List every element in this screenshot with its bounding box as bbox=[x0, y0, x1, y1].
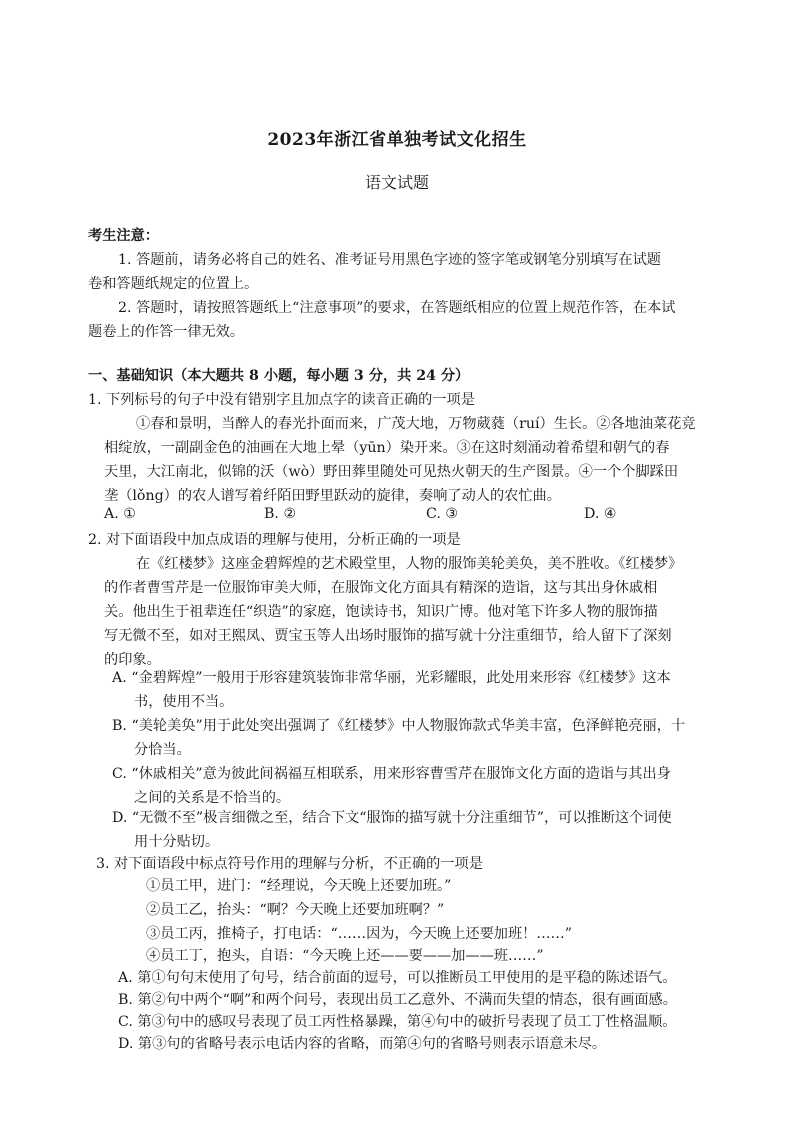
notice-line: 卷和答题纸规定的位置上。 bbox=[88, 276, 259, 292]
q3-passage-line: ②员工乙，抬头：“啊？今天晚上还要加班啊？” bbox=[146, 902, 445, 918]
exam-title: 2023年浙江省单独考试文化招生 bbox=[267, 130, 527, 150]
q3-option-d[interactable]: D. 第③句的省略号表示电话内容的省略，而第④句的省略号则表示语意未尽。 bbox=[118, 1036, 607, 1052]
q2-passage-line: 写无微不至，如对王熙凤、贾宝玉等人出场时服饰的描写就十分注重细节，给人留下了深刻 bbox=[104, 628, 672, 644]
q2-option-a[interactable]: A. “金碧辉煌”一般用于形容建筑装饰非常华丽，光彩耀眼，此处用来形容《红楼梦》这本 bbox=[112, 670, 671, 686]
q3-option-a[interactable]: A. 第①句句末使用了句号，结合前面的逗号，可以推断员工甲使用的是平稳的陈述语气。 bbox=[118, 970, 677, 986]
q1-option-b[interactable]: B. ② bbox=[264, 506, 297, 522]
q1-option-a[interactable]: A. ① bbox=[104, 506, 136, 522]
q2-option-b[interactable]: B. “美轮美奂”用于此处突出强调了《红楼梦》中人物服饰款式华美丰富，色泽鲜艳亮丽，十 bbox=[112, 718, 686, 734]
q3-option-c[interactable]: C. 第③句中的感叹号表现了员工丙性格暴躁，第④句中的破折号表现了员工丁性格温顺。 bbox=[118, 1014, 677, 1030]
q2-option-b-cont: 分恰当。 bbox=[134, 742, 191, 758]
exam-subtitle: 语文试题 bbox=[364, 173, 429, 192]
q1-passage-line: ①春和景明，当醉人的春光扑面而来，广茂大地，万物葳蕤（ruí）生长。②各地油菜花竞 bbox=[136, 416, 696, 432]
q2-passage-line: 的印象。 bbox=[104, 652, 161, 668]
q1-passage-line: 垄（lǒng）的农人谱写着纤陌田野里跃动的旋律，奏响了动人的农忙曲。 bbox=[104, 488, 561, 504]
q2-option-c[interactable]: C. “休戚相关”意为彼此间祸福互相联系，用来形容曹雪芹在服饰文化方面的造诣与其出身 bbox=[112, 766, 671, 782]
notice-line: 2. 答题时，请按照答题纸上“注意事项”的要求，在答题纸相应的位置上规范作答，在本试 bbox=[118, 300, 676, 316]
q2-option-a-cont: 书，使用不当。 bbox=[134, 694, 234, 710]
q1-option-d[interactable]: D. ④ bbox=[584, 506, 617, 522]
q1-passage-line: 天里，大江南北，似锦的沃（wò）野田葬里随处可见热火朝天的生产图景。④一个个脚踩田 bbox=[104, 464, 679, 480]
section-heading: 一、基础知识（本大题共 8 小题，每小题 3 分，共 24 分） bbox=[88, 368, 470, 384]
question-1-stem: 1. 下列标号的句子中没有错别字且加点字的读音正确的一项是 bbox=[88, 392, 475, 408]
notice-line: 1. 答题前，请务必将自己的姓名、准考证号用黑色字迹的签字笔或钢笔分别填写在试题 bbox=[118, 252, 661, 268]
q3-passage-line: ③员工丙，推椅子，打电话：“……因为，今天晚上还要加班！……” bbox=[146, 926, 572, 942]
q2-passage-line: 关。他出生于祖辈连任“织造”的家庭，饱读诗书，知识广博。他对笔下许多人物的服饰描 bbox=[104, 604, 658, 620]
q2-option-d[interactable]: D. “无微不至”极言细微之至，结合下文“服饰的描写就十分注重细节”，可以推断这个词使 bbox=[112, 810, 672, 826]
q3-option-b[interactable]: B. 第②句中两个“啊”和两个问号，表现出员工乙意外、不满而失望的情态，很有画面感。 bbox=[118, 992, 677, 1008]
question-2-stem: 2. 对下面语段中加点成语的理解与使用，分析正确的一项是 bbox=[88, 532, 461, 548]
q2-option-d-cont: 用十分贴切。 bbox=[134, 834, 220, 850]
q1-option-c[interactable]: C. ③ bbox=[426, 506, 459, 522]
question-3-stem: 3. 对下面语段中标点符号作用的理解与分析，不正确的一项是 bbox=[96, 856, 483, 872]
q2-passage-line: 在《红楼梦》这座金碧辉煌的艺术殿堂里，人物的服饰美轮美奂，美不胜收。《红楼梦》 bbox=[136, 556, 683, 572]
q2-option-c-cont: 之间的关系是不恰当的。 bbox=[134, 790, 291, 806]
q3-passage-line: ①员工甲，进门：“经理说，今天晚上还要加班。” bbox=[146, 878, 452, 894]
q2-passage-line: 的作者曹雪芹是一位服饰审美大师，在服饰文化方面具有精深的造诣，这与其出身休戚相 bbox=[104, 580, 658, 596]
notice-line: 题卷上的作答一律无效。 bbox=[88, 324, 245, 340]
notice-heading: 考生注意： bbox=[88, 228, 159, 244]
q3-passage-line: ④员工丁，抱头，自语：“今天晚上还——要——加——班……” bbox=[146, 948, 544, 964]
q1-passage-line: 相绽放，一副副金色的油画在大地上晕（yūn）染开来。③在这时刻涌动着希望和朝气的春 bbox=[104, 440, 670, 456]
